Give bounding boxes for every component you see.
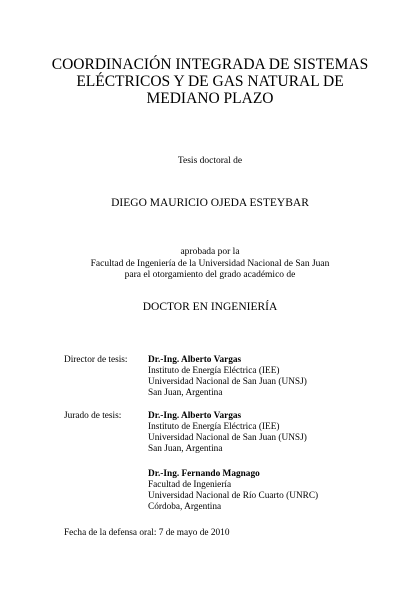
- affiliation-line: San Juan, Argentina: [148, 388, 223, 398]
- jury-member-name: Dr.-Ing. Fernando Magnago: [148, 469, 260, 479]
- title-line: MEDIANO PLAZO: [146, 90, 274, 107]
- jury-label: Jurado de tesis:: [64, 411, 122, 421]
- title-line: COORDINACIÓN INTEGRADA DE SISTEMAS: [51, 56, 369, 73]
- affiliation-line: Instituto de Energía Eléctrica (IEE): [148, 366, 280, 376]
- approval-line: aprobada por la: [180, 247, 240, 257]
- author-name: DIEGO MAURICIO OJEDA ESTEYBAR: [111, 197, 309, 209]
- approval-line: para el otorgamiento del grado académico de: [124, 270, 296, 280]
- director-name: Dr.-Ing. Alberto Vargas: [148, 355, 242, 365]
- approval-line: Facultad de Ingeniería de la Universidad Nacional de San Juan: [90, 258, 330, 269]
- affiliation-line: Facultad de Ingeniería: [148, 480, 232, 490]
- jury-member-name: Dr.-Ing. Alberto Vargas: [148, 411, 242, 421]
- affiliation-line: San Juan, Argentina: [148, 444, 223, 454]
- affiliation-line: Córdoba, Argentina: [148, 502, 222, 512]
- jury-member: [148, 469, 318, 513]
- jury-member: [148, 411, 307, 455]
- director-label: Director de tesis:: [64, 355, 128, 365]
- defense-date: Fecha de la defensa oral: 7 de mayo de 2010: [64, 528, 230, 538]
- affiliation-line: Universidad Nacional de Río Cuarto (UNRC): [148, 491, 319, 501]
- degree-title: DOCTOR EN INGENIERÍA: [142, 301, 278, 313]
- thesis-title: [0, 56, 420, 107]
- director-entry: [148, 355, 307, 399]
- title-line: ELÉCTRICOS Y DE GAS NATURAL DE: [76, 73, 344, 90]
- affiliation-line: Instituto de Energía Eléctrica (IEE): [148, 422, 280, 432]
- approval-statement: [0, 247, 420, 282]
- affiliation-line: Universidad Nacional de San Juan (UNSJ): [148, 433, 307, 443]
- thesis-type: Tesis doctoral de: [177, 156, 243, 166]
- affiliation-line: Universidad Nacional de San Juan (UNSJ): [148, 377, 307, 387]
